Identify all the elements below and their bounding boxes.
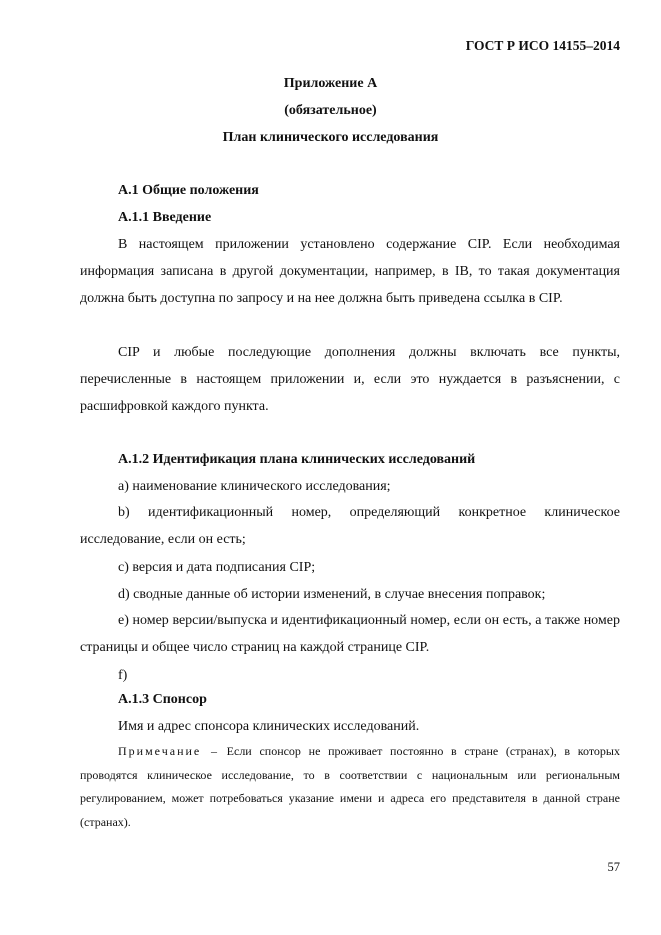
appendix-status: (обязательное) — [284, 103, 377, 118]
list-item-a: а) наименование клинического исследования; — [118, 479, 391, 494]
standard-designation: ГОСТ Р ИСО 14155–2014 — [465, 38, 620, 53]
appendix-title: Приложение А — [283, 76, 378, 91]
section-a11-heading: А.1.1 Введение — [118, 210, 212, 225]
list-item-d: d) сводные данные об истории изменений, в случае внесения поправок; — [118, 587, 546, 602]
sponsor-paragraph: Имя и адрес спонсора клинических исследований. — [118, 719, 420, 734]
note-label: Примечание – — [118, 744, 219, 758]
section-a12-heading: А.1.2 Идентификация плана клинических исследований — [118, 452, 476, 467]
list-item-f: f) — [118, 668, 128, 683]
sponsor-note — [80, 740, 620, 834]
list-item-c: с) версия и дата подписания CIP; — [118, 560, 316, 575]
list-item-e: е) номер версии/выпуска и идентификационный номер, если он есть, а также номер страницы и общее число страниц на каждой странице CIP. — [80, 613, 620, 655]
list-item-b: b) идентификационный номер, определяющий конкретное клиническое исследование, если он есть; — [80, 505, 620, 547]
intro-paragraph-2: CIP и любые последующие дополнения должны включать все пункты, перечисленные в настоящем приложении и, если это нуждается в разъяснении, с расшифровкой каждого пункта. — [80, 345, 620, 414]
page-number: 57 — [607, 860, 620, 874]
intro-paragraph-1: В настоящем приложении установлено содержание CIP. Если необходимая информация записана в другой документации, например, в IB, то такая документация должна быть доступна по запросу и на нее должна быть приведена ссылка в CIP. — [80, 237, 620, 306]
appendix-name: План клинического исследования — [222, 130, 439, 145]
section-a13-heading: А.1.3 Спонсор — [118, 692, 207, 707]
note-text: Если спонсор не проживает постоянно в стране (странах), в которых проводятся клиническое исследование, то в соответствии с национальным или региональным регулированием, может потребоваться указание имени и адреса его представителя в данной стране (странах). — [80, 744, 620, 829]
section-a1-heading: А.1 Общие положения — [118, 183, 259, 198]
